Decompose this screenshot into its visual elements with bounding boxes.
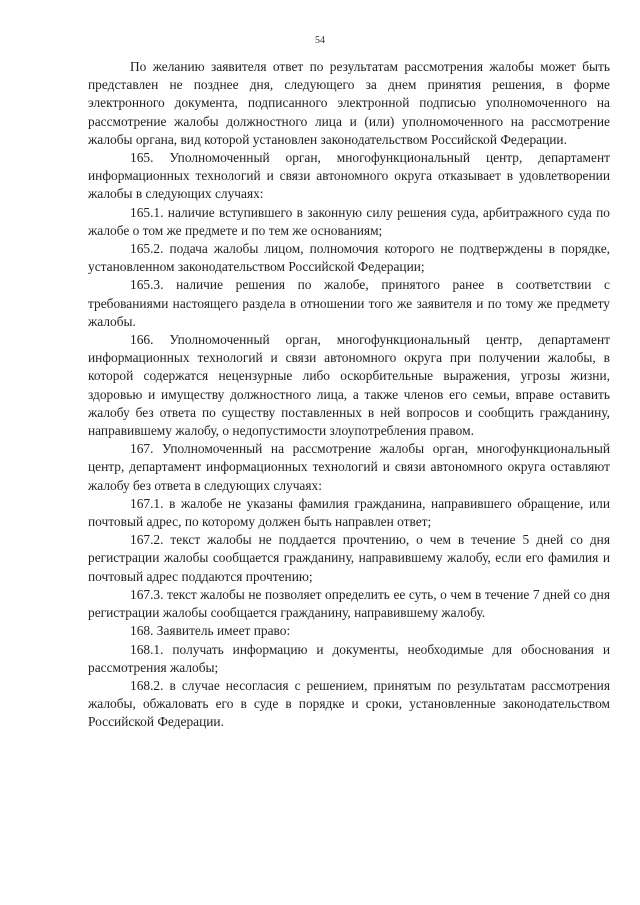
- paragraph-167-1: 167.1. в жалобе не указаны фамилия гражданина, направившего обращение, или почтовый адрес, по которому должен быть направлен ответ;: [88, 495, 610, 530]
- paragraph-165-2: 165.2. подача жалобы лицом, полномочия которого не подтверждены в порядке, установленном законодательством Российской Федерации;: [88, 241, 610, 275]
- paragraph-168: 168. Заявитель имеет право:: [130, 623, 291, 639]
- paragraph-168-2: 168.2. в случае несогласия с решением, принятым по результатам рассмотрения жалобы, обжаловать его в суде в порядке и сроки, установленные законодательством Российской Федерации.: [88, 677, 610, 730]
- paragraph-165-1: 165.1. наличие вступившего в законную силу решения суда, арбитражного суда по жалобе о том же предмете и по тем же основаниям;: [88, 204, 610, 238]
- paragraph-167: 167. Уполномоченный на рассмотрение жалобы орган, многофункциональный центр, департамент информационных технологий и связи автономного округа оставляют жалобу без ответа в следующих случаях:: [88, 441, 610, 493]
- paragraph-168-1: 168.1. получать информацию и документы, необходимые для обоснования и рассмотрения жалобы;: [88, 641, 610, 675]
- page-number: 54: [315, 35, 325, 46]
- paragraph-166: 166. Уполномоченный орган, многофункциональный центр, департамент информационных технологий и связи автономного округа при получении жалобы, в которой содержатся нецензурные либо оскорбительные выражения, угрозы жизни, здоровью и имуществу должностного лица, а также членов его семьи, вправе оставить жалобу без ответа по существу поставленных в ней вопросов и сообщить гражданину, направившему жалобу, о недопустимости злоупотребления правом.: [88, 332, 610, 439]
- paragraph-167-3: 167.3. текст жалобы не позволяет определить ее суть, о чем в течение 7 дней со дня регистрации жалобы сообщается гражданину, направившему жалобу.: [88, 586, 610, 621]
- paragraph-response-electronic-form: По желанию заявителя ответ по результатам рассмотрения жалобы может быть представлен не позднее дня, следующего за днем принятия решения, в форме электронного документа, подписанного электронной подписью уполномоченного на рассмотрение жалобы должностного лица и (или) уполномоченного на рассмотрение жалобы органа, вид которой установлен законодательством Российской Федерации.: [88, 59, 610, 147]
- paragraph-167-2: 167.2. текст жалобы не поддается прочтению, о чем в течение 5 дней со дня регистрации жалобы сообщается гражданину, направившему жалобу, если его фамилия и почтовый адрес поддаются прочтению;: [88, 532, 610, 584]
- document-body: [88, 58, 610, 732]
- paragraph-165-3: 165.3. наличие решения по жалобе, принятого ранее в соответствии с требованиями настоящего раздела в отношении того же заявителя и по тому же предмету жалобы.: [88, 277, 610, 329]
- paragraph-165: 165. Уполномоченный орган, многофункциональный центр, департамент информационных технологий и связи автономного округа отказывает в удовлетворении жалобы в следующих случаях:: [88, 150, 610, 202]
